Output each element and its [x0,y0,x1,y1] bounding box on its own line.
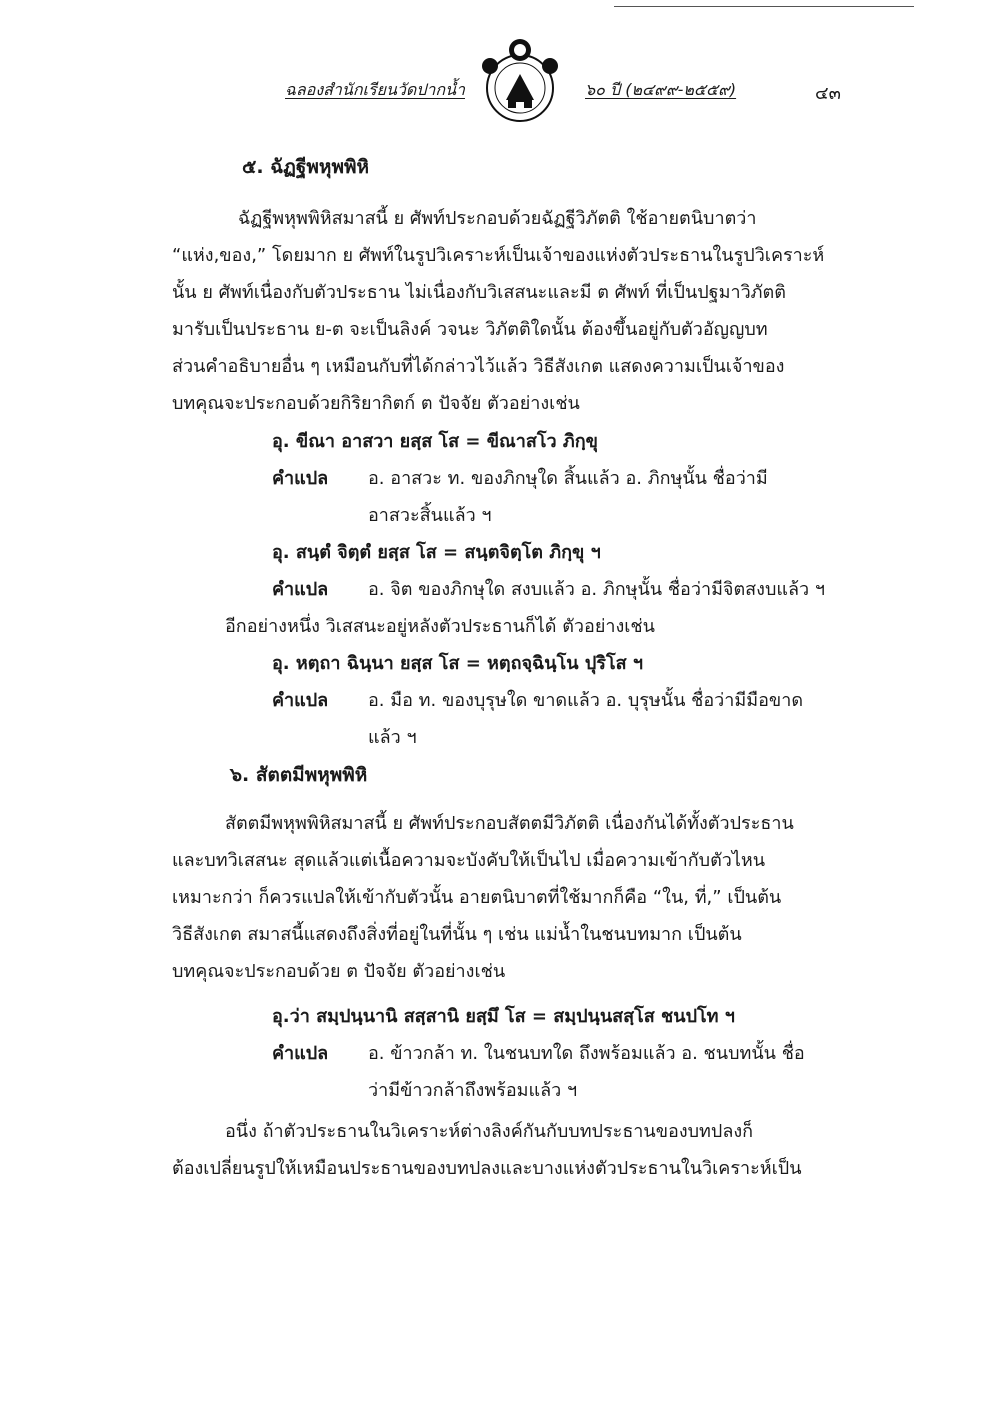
paragraph-line: เหมาะกว่า ก็ควรแปลให้เข้ากับตัวนั้น อายตนิบาตที่ใช้มากก็คือ “ใน, ที่,” เป็นต้น [172,887,782,908]
paragraph-line: สัตตมีพหุพพิหิสมาสนี้ ย ศัพท์ประกอบสัตตมีวิภัตติ เนื่องกันได้ทั้งตัวประธาน [225,813,794,834]
translation-label: คำแปล [272,1043,329,1064]
example-pali: อุ. สนฺตํ จิตฺตํ ยสฺส โส = สนฺตจิตฺโต ภิกฺขุ ฯ [272,542,601,563]
section-heading-5: ๕. ฉัฏฐีพหุพพิหิ [242,156,370,178]
running-header-years: ๖๐ ปี (๒๔๙๙-๒๕๕๙) [585,80,737,99]
page-number: ๔๓ [815,83,841,104]
running-header-title: ฉลองสำนักเรียนวัดปากน้ำ [285,80,465,99]
translation-text: อ. จิต ของภิกษุใด สงบแล้ว อ. ภิกษุนั้น ชื่อว่ามีจิตสงบแล้ว ฯ [368,579,825,600]
translation-text: อ. มือ ท. ของบุรุษใด ขาดแล้ว อ. บุรุษนั้น ชื่อว่ามีมือขาด [368,690,804,711]
paragraph-line: บทคุณจะประกอบด้วย ต ปัจจัย ตัวอย่างเช่น [172,961,506,982]
example-pali: อุ. ขีณา อาสวา ยสฺส โส = ขีณาสโว ภิกฺขุ [272,431,598,452]
paragraph-line: อนึ่ง ถ้าตัวประธานในวิเคราะห์ต่างลิงค์กันกับบทประธานของบทปลงก็ [225,1121,754,1142]
paragraph-line: อีกอย่างหนึ่ง วิเสสนะอยู่หลังตัวประธานก็ได้ ตัวอย่างเช่น [225,616,655,637]
translation-label: คำแปล [272,690,329,711]
example-pali: อุ.ว่า สมฺปนฺนานิ สสฺสานิ ยสฺมึ โส = สมฺปนฺนสสฺโส ชนปโท ฯ [272,1006,735,1027]
paragraph-line: และบทวิเสสนะ สุดแล้วแต่เนื้อความจะบังคับให้เป็นไป เมื่อความเข้ากับตัวไหน [172,850,766,871]
paragraph-line: มารับเป็นประธาน ย-ต จะเป็นลิงค์ วจนะ วิภัตติใดนั้น ต้องขึ้นอยู่กับตัวอัญญบท [172,319,768,340]
paragraph-line: บทคุณจะประกอบด้วยกิริยากิตก์ ต ปัจจัย ตัวอย่างเช่น [172,393,580,414]
paragraph-line: ต้องเปลี่ยนรูปให้เหมือนประธานของบทปลงและบางแห่งตัวประธานในวิเคราะห์เป็น [172,1158,802,1179]
paragraph-line: วิธีสังเกต สมาสนี้แสดงถึงสิ่งที่อยู่ในที่นั้น ๆ เช่น แม่น้ำในชนบทมาก เป็นต้น [172,924,742,945]
section-heading-6: ๖. สัตตมีพหุพพิหิ [230,764,368,786]
paragraph-line: “แห่ง,ของ,” โดยมาก ย ศัพท์ในรูปวิเคราะห์เป็นเจ้าของแห่งตัวประธานในรูปวิเคราะห์ [172,245,825,266]
example-pali: อุ. หตฺถา ฉินฺนา ยสฺส โส = หตฺถจฺฉินฺโน ปุริโส ฯ [272,653,643,674]
paragraph-line: ฉัฏฐีพหุพพิหิสมาสนี้ ย ศัพท์ประกอบด้วยฉัฏฐีวิภัตติ ใช้อายตนิบาตว่า [238,208,757,229]
temple-seal-icon [470,38,570,128]
translation-text: อ. อาสวะ ท. ของภิกษุใด สิ้นแล้ว อ. ภิกษุนั้น ชื่อว่ามี [368,468,768,489]
translation-label: คำแปล [272,579,329,600]
translation-text: ว่ามีข้าวกล้าถึงพร้อมแล้ว ฯ [368,1080,578,1101]
translation-text: อ. ข้าวกล้า ท. ในชนบทใด ถึงพร้อมแล้ว อ. ชนบทนั้น ชื่อ [368,1043,805,1064]
translation-text: อาสวะสิ้นแล้ว ฯ [368,505,492,526]
translation-text: แล้ว ฯ [368,727,417,748]
top-border-line [614,0,914,7]
translation-label: คำแปล [272,468,329,489]
paragraph-line: นั้น ย ศัพท์เนื่องกับตัวประธาน ไม่เนื่องกับวิเสสนะและมี ต ศัพท์ ที่เป็นปฐมาวิภัตติ [172,282,786,303]
paragraph-line: ส่วนคำอธิบายอื่น ๆ เหมือนกับที่ได้กล่าวไว้แล้ว วิธีสังเกต แสดงความเป็นเจ้าของ [172,356,785,377]
